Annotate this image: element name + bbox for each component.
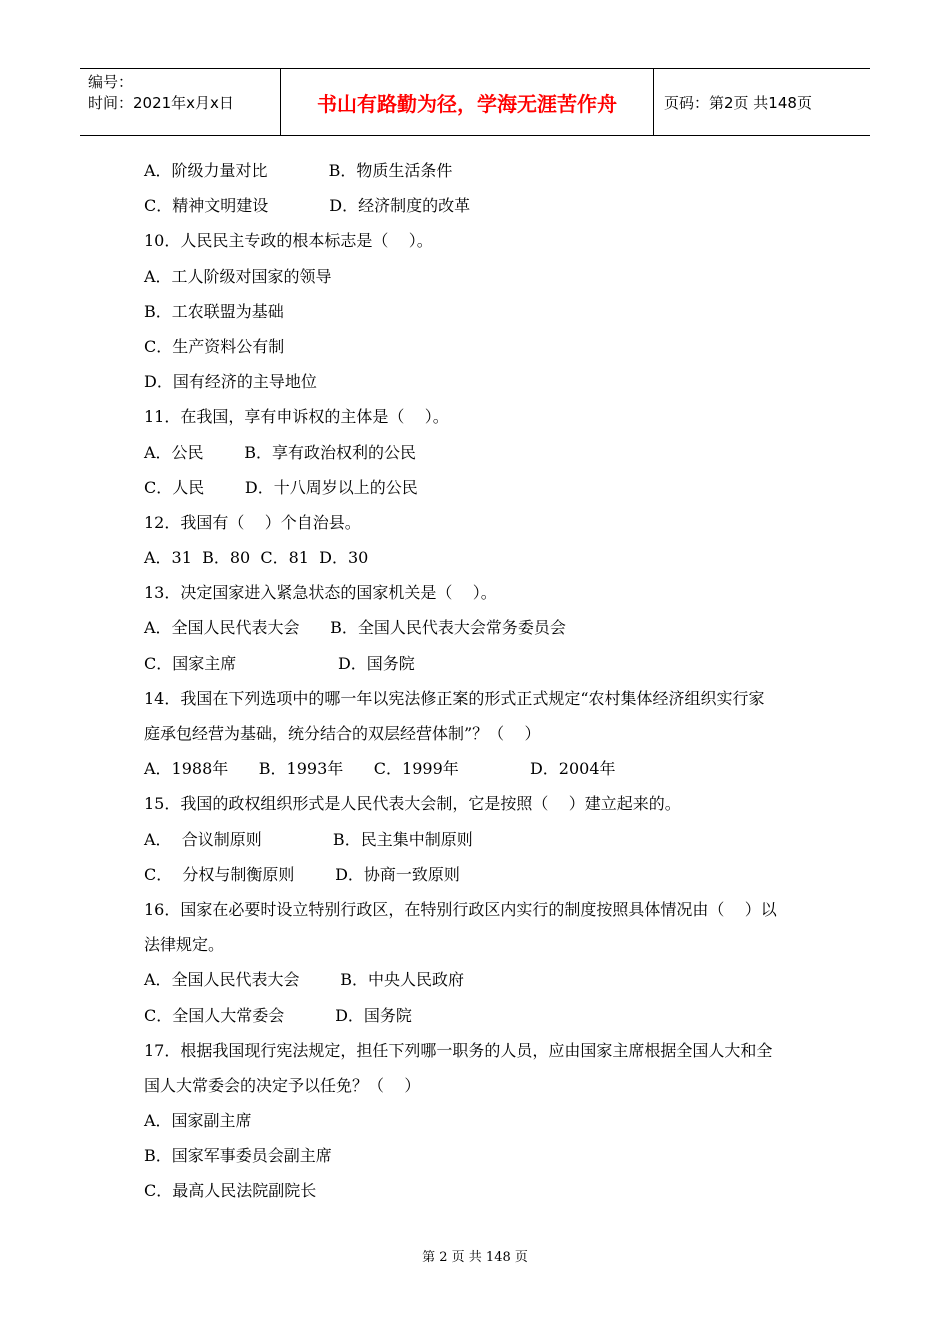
text-line: A． 合议制原则 B．民主集中制原则 — [144, 829, 473, 849]
text-line: C．国家主席 D．国务院 — [144, 653, 415, 673]
header-motto: 书山有路勤为径，学海无涯苦作舟 — [281, 69, 654, 135]
page-footer: 第 2 页 共 148 页 — [422, 1250, 528, 1265]
text-line: A．31 B．80 C．81 D．30 — [144, 548, 369, 568]
text-line: A．国家副主席 — [144, 1111, 252, 1131]
text-line: C．人民 D．十八周岁以上的公民 — [144, 477, 418, 497]
text-line: B．国家军事委员会副主席 — [144, 1146, 332, 1166]
text-line: A．公民 B．享有政治权利的公民 — [144, 442, 417, 462]
question-10: 10．人民民主专政的根本标志是（ ）。 — [144, 231, 433, 251]
text-line: C． 分权与制衡原则 D．协商一致原则 — [144, 864, 460, 884]
text-line: A．阶级力量对比 B．物质生活条件 — [144, 161, 453, 180]
number-label: 编号： — [88, 73, 134, 91]
question-14: 14．我国在下列选项中的哪一年以宪法修正案的形式正式规定“农村集体经济组织实行家 — [144, 688, 765, 708]
text-line: A．全国人民代表大会 B．全国人民代表大会常务委员会 — [144, 618, 566, 638]
text-line: B．工农联盟为基础 — [144, 301, 284, 321]
header-meta — [80, 69, 281, 135]
question-content — [144, 153, 814, 1209]
question-17: 17．根据我国现行宪法规定，担任下列哪一职务的人员，应由国家主席根据全国人大和全 — [144, 1040, 773, 1060]
text-line: 国人大常委会的决定予以任免？（ ） — [144, 1075, 421, 1095]
question-11: 11．在我国，享有申诉权的主体是（ ）。 — [144, 407, 449, 427]
text-line: A．全国人民代表大会 B．中央人民政府 — [144, 970, 465, 990]
question-13: 13．决定国家进入紧急状态的国家机关是（ ）。 — [144, 583, 497, 603]
page-header — [80, 68, 870, 136]
text-line: 庭承包经营为基础，统分结合的双层经营体制”？（ ） — [144, 724, 541, 743]
text-line: C．全国人大常委会 D．国务院 — [144, 1005, 412, 1025]
text-line: D．国有经济的主导地位 — [144, 372, 317, 392]
text-line: C．生产资料公有制 — [144, 336, 285, 356]
text-line: C．精神文明建设 D．经济制度的改革 — [144, 196, 471, 216]
text-line: C．最高人民法院副院长 — [144, 1181, 317, 1201]
question-12: 12．我国有（ ）个自治县。 — [144, 512, 361, 532]
header-page-info: 页码：第2页 共148页 — [664, 93, 812, 112]
text-line: A．1988年 B．1993年 C．1999年 D．2004年 — [144, 759, 616, 779]
question-16: 16．国家在必要时设立特别行政区，在特别行政区内实行的制度按照具体情况由（ ）以 — [144, 899, 777, 919]
text-line: A．工人阶级对国家的领导 — [144, 266, 332, 286]
text-line: 法律规定。 — [144, 935, 225, 955]
question-15: 15．我国的政权组织形式是人民代表大会制，它是按照（ ）建立起来的。 — [144, 794, 681, 814]
time-label: 时间：2021年x月x日 — [88, 94, 234, 112]
